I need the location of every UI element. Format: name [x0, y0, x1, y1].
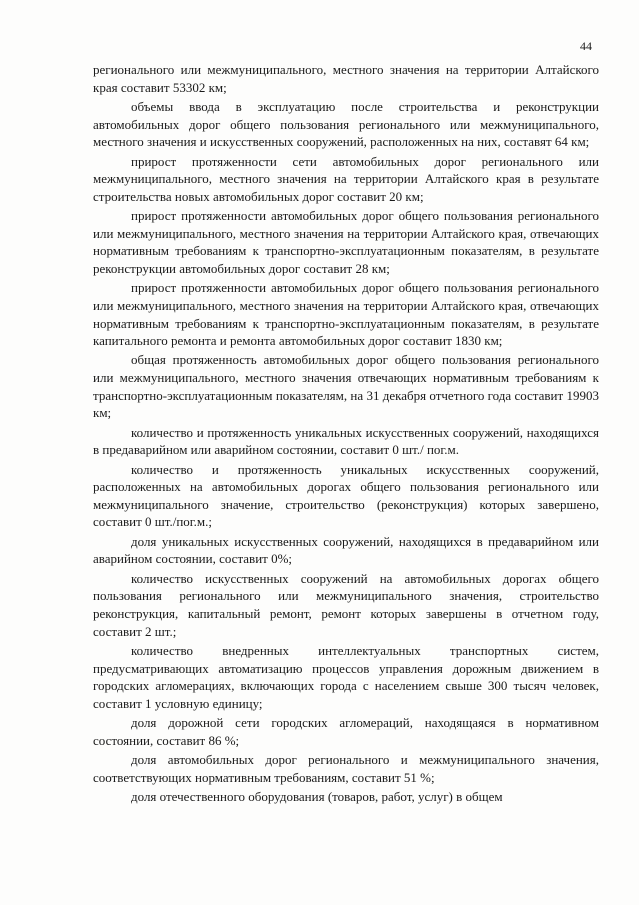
paragraph: прирост протяженности автомобильных дорог общего пользования регионального или межмуниципального, местного значения на территории Алтайского края, отвечающих нормативным требованиям к транспортно-эксплуатационным показателям, в результате реконструкции автомобильных дорог составит 28 км;	[93, 208, 599, 276]
paragraph: количество и протяженность уникальных искусственных сооружений, находящихся в предаварийном или аварийном состоянии, составит 0 шт./ пог.м.	[93, 424, 599, 458]
paragraph: доля уникальных искусственных сооружений, находящихся в предаварийном или аварийном состоянии, составит 0%;	[93, 533, 599, 567]
paragraph: объемы ввода в эксплуатацию после строительства и реконструкции автомобильных дорог общего пользования регионального или межмуниципального, местного значения и искусственных сооружений, расположенных на них, составят 64 км;	[93, 98, 599, 150]
paragraph: прирост протяженности автомобильных дорог общего пользования регионального или межмуниципального, местного значения на территории Алтайского края, отвечающих нормативным требованиям к транспортно-эксплуатационным показателям, в результате капитального ремонта и ремонта автомобильных дорог составит 1830 км;	[93, 280, 599, 349]
paragraph: количество искусственных сооружений на автомобильных дорогах общего пользования регионального или межмуниципального значения, строительство реконструкция, капитальный ремонт, ремонт которых завершены в отчетном году, составит 2 шт.;	[93, 570, 599, 639]
paragraph: прирост протяженности сети автомобильных дорог регионального или межмуниципального, местного значения на территории Алтайского края в результате строительства новых автомобильных дорог составит 20 км;	[93, 153, 599, 204]
paragraph: количество и протяженность уникальных искусственных сооружений, расположенных на автомобильных дорогах общего пользования регионального или межмуниципального значение, строительство (реконструкция) которых завершено, составит 0 шт./пог.м.;	[93, 461, 599, 530]
body-text	[93, 61, 599, 808]
paragraph: доля дорожной сети городских агломераций, находящаяся в нормативном состоянии, составит 86 %;	[93, 715, 599, 748]
paragraph: доля отечественного оборудования (товаров, работ, услуг) в общем	[131, 789, 503, 805]
paragraph: общая протяженность автомобильных дорог общего пользования регионального или межмуниципального, местного значения отвечающих нормативным требованиям к транспортно-эксплуатационным показателям, на 31 декабря отчетного года составит 19903 км;	[93, 352, 599, 421]
page-number: 44	[580, 39, 592, 53]
paragraph: регионального или межмуниципального, местного значения на территории Алтайского края составит 53302 км;	[93, 62, 599, 95]
paragraph: доля автомобильных дорог регионального и межмуниципального значения, соответствующих нормативным требованиям, составит 51 %;	[93, 752, 599, 785]
paragraph: количество внедренных интеллектуальных транспортных систем, предусматривающих автоматизацию процессов управления дорожным движением в городских агломерациях, включающих города с населением свыше 300 тысяч человек, составит 1 условную единицу;	[93, 642, 599, 711]
